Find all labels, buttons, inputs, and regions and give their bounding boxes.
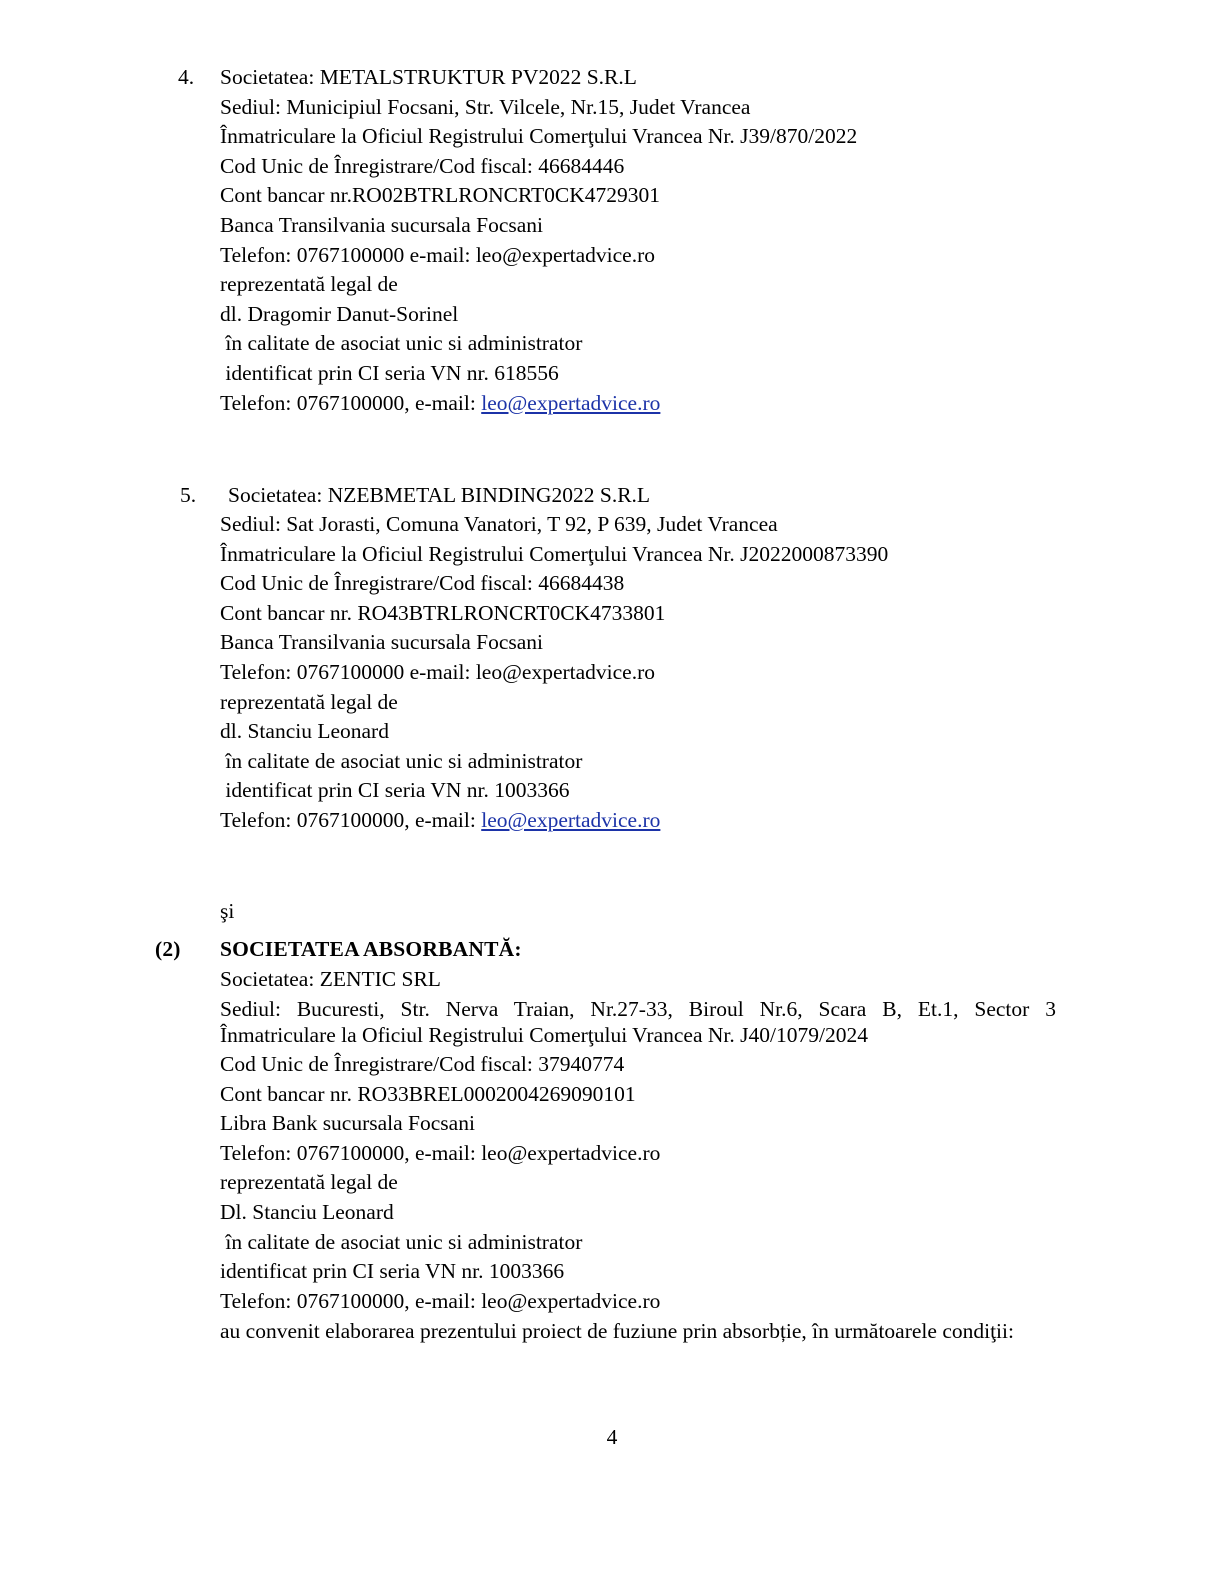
- bank-account-line: Cont bancar nr. RO43BTRLRONCRT0CK4733801: [220, 600, 666, 625]
- representative-id-line: identificat prin CI seria VN nr. 1003366: [220, 1259, 565, 1284]
- company-block-nzebmetal: [228, 481, 650, 511]
- section-marker-2: (2): [155, 937, 181, 961]
- representative-role-line: în calitate de asociat unic si administrator: [220, 331, 583, 356]
- contact-line: Telefon: 0767100000 e-mail: leo@expertadvice.ro: [220, 659, 656, 684]
- list-marker-5: 5.: [180, 483, 197, 507]
- closing-paragraph: au convenit elaborarea prezentului proiect de fuziune prin absorbție, în următoarele condiţii:: [220, 1319, 1014, 1343]
- fiscal-code-line: Cod Unic de Înregistrare/Cod fiscal: 46684446: [220, 153, 625, 178]
- representation-line: reprezentată legal de: [220, 272, 398, 297]
- list-marker-4: 4.: [178, 65, 195, 89]
- conjunction-line: şi: [220, 899, 235, 923]
- representative-contact-line: [220, 389, 857, 419]
- registration-line: Înmatriculare la Oficiul Registrului Comerţului Vrancea Nr. J39/870/2022: [220, 124, 858, 149]
- representative-name-line: Dl. Stanciu Leonard: [220, 1199, 394, 1224]
- absorbing-company-name-line: Societatea: ZENTIC SRL: [220, 967, 441, 991]
- contact-prefix: Telefon: 0767100000, e-mail:: [220, 807, 482, 832]
- bank-account-line: Cont bancar nr.RO02BTRLRONCRT0CK4729301: [220, 183, 661, 208]
- contact-line: Telefon: 0767100000 e-mail: leo@expertadvice.ro: [220, 242, 656, 267]
- bank-name-line: Libra Bank sucursala Focsani: [220, 1111, 475, 1136]
- address-line: Sediul: Sat Jorasti, Comuna Vanatori, T 92, P 639, Judet Vrancea: [220, 512, 778, 536]
- section-heading-absorbing-company: SOCIETATEA ABSORBANTĂ:: [220, 937, 522, 961]
- representative-role-line: în calitate de asociat unic si administrator: [220, 748, 583, 773]
- fiscal-code-line: Cod Unic de Înregistrare/Cod fiscal: 46684438: [220, 571, 625, 596]
- bank-account-line: Cont bancar nr. RO33BREL0002004269090101: [220, 1081, 636, 1106]
- contact-prefix: Telefon: 0767100000, e-mail:: [220, 390, 482, 415]
- representative-contact-line: Telefon: 0767100000, e-mail: leo@expertadvice.ro: [220, 1288, 661, 1313]
- email-link[interactable]: leo@expertadvice.ro: [481, 807, 661, 832]
- representative-id-line: identificat prin CI seria VN nr. 618556: [220, 360, 559, 385]
- representation-line: reprezentată legal de: [220, 1170, 398, 1195]
- bank-name-line: Banca Transilvania sucursala Focsani: [220, 212, 544, 237]
- contact-line: Telefon: 0767100000, e-mail: leo@expertadvice.ro: [220, 1140, 661, 1165]
- email-link[interactable]: leo@expertadvice.ro: [481, 390, 661, 415]
- address-line: Sediul: Municipiul Focsani, Str. Vilcele, Nr.15, Judet Vrancea: [220, 94, 751, 119]
- absorbing-address-line: Sediul: Bucuresti, Str. Nerva Traian, Nr.27-33, Biroul Nr.6, Scara B, Et.1, Sector 3: [220, 997, 1056, 1021]
- representation-line: reprezentată legal de: [220, 689, 398, 714]
- representative-contact-line: [220, 806, 888, 836]
- bank-name-line: Banca Transilvania sucursala Focsani: [220, 630, 544, 655]
- fiscal-code-line: Cod Unic de Înregistrare/Cod fiscal: 37940774: [220, 1052, 625, 1076]
- registration-line: Înmatriculare la Oficiul Registrului Comerţului Vrancea Nr. J2022000873390: [220, 541, 889, 566]
- company-block-nzebmetal-details: [220, 510, 888, 836]
- representative-name-line: dl. Dragomir Danut-Sorinel: [220, 301, 459, 326]
- absorbing-company-details: [220, 1050, 660, 1316]
- representative-id-line: identificat prin CI seria VN nr. 1003366: [220, 778, 570, 803]
- absorbing-registration-line: Înmatriculare la Oficiul Registrului Comerţului Vrancea Nr. J40/1079/2024: [220, 1023, 868, 1047]
- page-number: 4: [606, 1425, 618, 1449]
- company-block-metalstruktur: [220, 63, 857, 418]
- representative-name-line: dl. Stanciu Leonard: [220, 719, 389, 744]
- company-line: Societatea: NZEBMETAL BINDING2022 S.R.L: [228, 483, 651, 507]
- company-line: Societatea: METALSTRUKTUR PV2022 S.R.L: [220, 65, 637, 89]
- representative-role-line: în calitate de asociat unic si administrator: [220, 1229, 583, 1254]
